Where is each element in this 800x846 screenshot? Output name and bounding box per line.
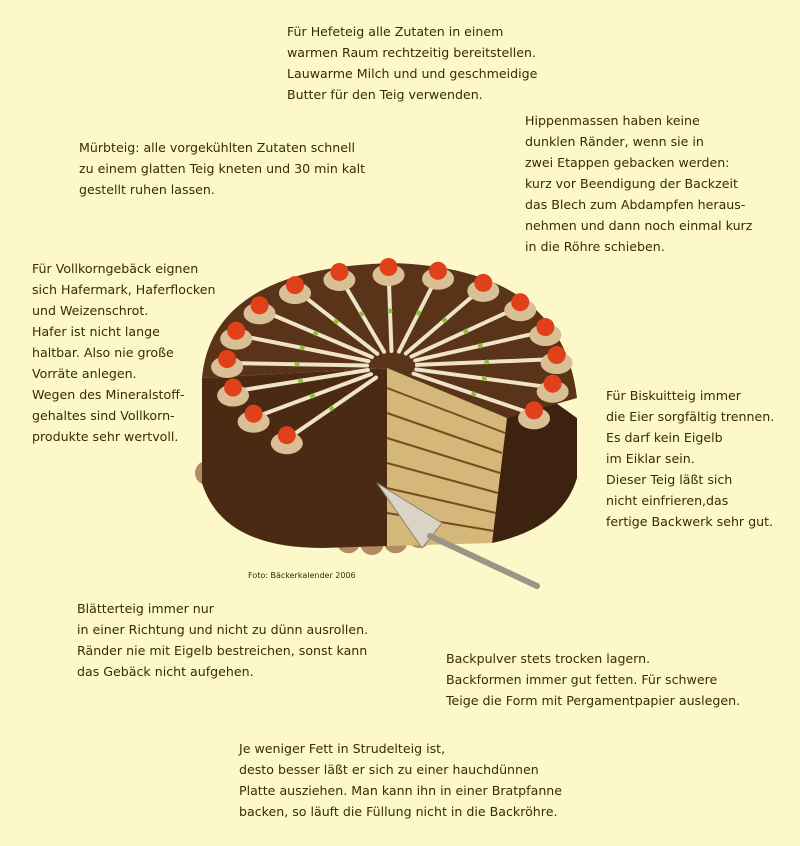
tip-line: in einer Richtung und nicht zu dünn ausrollen. bbox=[77, 622, 369, 637]
tip-line: warmen Raum rechtzeitig bereitstellen. bbox=[287, 45, 537, 60]
cake-icon bbox=[192, 248, 592, 598]
tip-line: und Weizenschrot. bbox=[32, 303, 149, 318]
tip-line: gehaltes sind Vollkorn- bbox=[32, 408, 175, 423]
tip-line: Hippenmassen haben keine bbox=[525, 113, 700, 128]
tip-line: nicht einfrieren,das bbox=[606, 493, 729, 508]
tip-line: Ränder nie mit Eigelb bestreichen, sonst kann bbox=[77, 643, 368, 658]
tip-line: Für Vollkorngebäck eignen bbox=[32, 261, 199, 276]
tip-hefeteig bbox=[287, 21, 537, 105]
tip-backpulver bbox=[446, 648, 740, 711]
tip-line: Vorräte anlegen. bbox=[32, 366, 137, 381]
photo-credit: Foto: Bäckerkalender 2006 bbox=[248, 571, 356, 580]
tip-line: kurz vor Beendigung der Backzeit bbox=[525, 176, 738, 191]
tip-line: Dieser Teig läßt sich bbox=[606, 472, 733, 487]
tip-line: haltbar. Also nie große bbox=[32, 345, 174, 360]
tip-biskuit bbox=[606, 385, 774, 532]
tip-strudelteig bbox=[239, 738, 562, 822]
tip-line: Mürbteig: alle vorgekühlten Zutaten schnell bbox=[79, 140, 355, 155]
tip-line: desto besser läßt er sich zu einer hauchdünnen bbox=[239, 762, 539, 777]
tip-line: Backpulver stets trocken lagern. bbox=[446, 651, 651, 666]
tip-line: Hafer ist nicht lange bbox=[32, 324, 160, 339]
tip-line: Je weniger Fett in Strudelteig ist, bbox=[239, 741, 446, 756]
tip-line: backen, so läuft die Füllung nicht in die Backröhre. bbox=[239, 804, 558, 819]
tip-line: in die Röhre schieben. bbox=[525, 239, 665, 254]
tip-line: Teige die Form mit Pergamentpapier auslegen. bbox=[446, 693, 741, 708]
tip-line: Butter für den Teig verwenden. bbox=[287, 87, 483, 102]
tip-line: fertige Backwerk sehr gut. bbox=[606, 514, 774, 529]
tip-line: Für Hefeteig alle Zutaten in einem bbox=[287, 24, 504, 39]
cake-photo bbox=[192, 248, 592, 598]
tip-line: im Eiklar sein. bbox=[606, 451, 695, 466]
tip-line: das Blech zum Abdampfen heraus- bbox=[525, 197, 746, 212]
tip-blaetterteig bbox=[77, 598, 368, 682]
tip-line: Blätterteig immer nur bbox=[77, 601, 214, 616]
tip-line: Backformen immer gut fetten. Für schwere bbox=[446, 672, 718, 687]
tip-line: zwei Etappen gebacken werden: bbox=[525, 155, 730, 170]
tip-line: Platte ausziehen. Man kann ihn in einer Bratpfanne bbox=[239, 783, 563, 798]
tip-line: zu einem glatten Teig kneten und 30 min kalt bbox=[79, 161, 366, 176]
cake-server-handle bbox=[430, 536, 537, 586]
tip-line: Es darf kein Eigelb bbox=[606, 430, 723, 445]
tip-line: Für Biskuitteig immer bbox=[606, 388, 741, 403]
tip-line: Lauwarme Milch und und geschmeidige bbox=[287, 66, 538, 81]
tip-line: die Eier sorgfältig trennen. bbox=[606, 409, 775, 424]
tip-line: gestellt ruhen lassen. bbox=[79, 182, 215, 197]
tip-muerbteig bbox=[79, 137, 365, 200]
tip-line: produkte sehr wertvoll. bbox=[32, 429, 179, 444]
tip-line: dunklen Ränder, wenn sie in bbox=[525, 134, 704, 149]
tip-vollkorn bbox=[32, 258, 215, 447]
tip-line: Wegen des Mineralstoff- bbox=[32, 387, 185, 402]
tip-hippenmassen bbox=[525, 110, 752, 257]
tip-line: nehmen und dann noch einmal kurz bbox=[525, 218, 753, 233]
tip-line: sich Hafermark, Haferflocken bbox=[32, 282, 216, 297]
tip-line: das Gebäck nicht aufgehen. bbox=[77, 664, 254, 679]
